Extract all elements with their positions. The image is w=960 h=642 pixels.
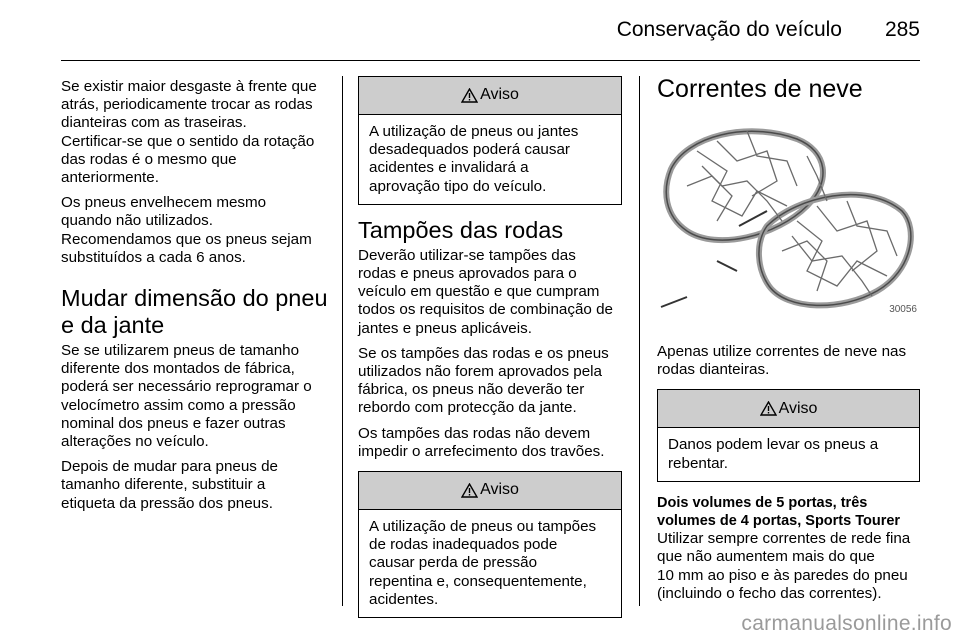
column-1 [61,78,333,520]
snow-chains-illustration [657,111,919,325]
warning-triangle-icon [760,401,777,416]
warning-box [358,471,622,618]
warning-box [657,389,920,481]
column-3 [657,76,920,610]
warning-header: Aviso [359,77,621,115]
column-divider-2 [639,76,640,606]
section-heading-wheel-covers: Tampões das rodas [358,216,564,243]
column-2 [358,76,622,618]
page-number: 285 [884,18,920,41]
header-divider [61,60,920,61]
warning-triangle-icon [461,88,478,103]
image-number: 30056 [889,303,917,315]
section-heading-tire-size: Mudar dimensão do pneu e da jante [61,285,328,339]
page-header-title: Conservação do veículo [616,18,842,41]
paragraph: Os tampões das rodas não devem impedir o arrefecimento dos travões. [358,424,605,460]
paragraph: Dois volumes de 5 portas, três volumes de 4 portas, Sports Tourer Utilizar sempre correntes de rede fina que não aumentem mais do que 10 mm ao piso e às paredes do pneu (incluindo o fecho das correntes). [657,494,911,602]
warning-triangle-icon [461,483,478,498]
column-divider-1 [342,76,343,606]
warning-body: A utilização de pneus ou tampões de rodas inadequados pode causar perda de pressão repentina e, consequentemente, acidentes. [369,518,597,608]
snow-chain-drawing [657,111,919,325]
paragraph: Apenas utilize correntes de neve nas rodas dianteiras. [657,343,907,379]
paragraph: Se os tampões das rodas e os pneus utilizados não forem aprovados pela fábrica, os pneus não deverão ter rebordo com protecção da jante. [358,344,609,417]
paragraph: Deverão utilizar-se tampões das rodas e pneus aprovados para o veículo em questão e que cumpram todos os requisitos de combinação de jantes e pneus aplicáveis. [358,246,613,337]
paragraph: Os pneus envelhecem mesmo quando não utilizados. Recomendamos que os pneus sejam substituídos a cada 6 anos. [61,194,312,266]
warning-box [358,76,622,205]
warning-body: A utilização de pneus ou jantes desadequados poderá causar acidentes e invalidará a aprovação tipo do veículo. [369,123,579,195]
paragraph: Depois de mudar para pneus de tamanho diferente, substituir a etiqueta da pressão dos pneus. [61,458,278,512]
section-heading-snow-chains: Correntes de neve [657,75,863,103]
warning-body: Danos podem levar os pneus a rebentar. [668,436,879,472]
paragraph: Se se utilizarem pneus de tamanho diferente dos montados de fábrica, poderá ser necessário reprogramar o velocímetro assim como a pressão nominal dos pneus e fazer outras alterações no veículo. [61,342,312,451]
warning-header: Aviso [658,390,919,428]
watermark-text: carmanualsonline.info [741,612,952,635]
warning-header: Aviso [359,472,621,510]
paragraph: Se existir maior desgaste à frente que atrás, periodicamente trocar as rodas dianteiras com as traseiras. Certificar-se que o sentido da rotação das rodas é o mesmo que anteriormente. [61,78,317,187]
